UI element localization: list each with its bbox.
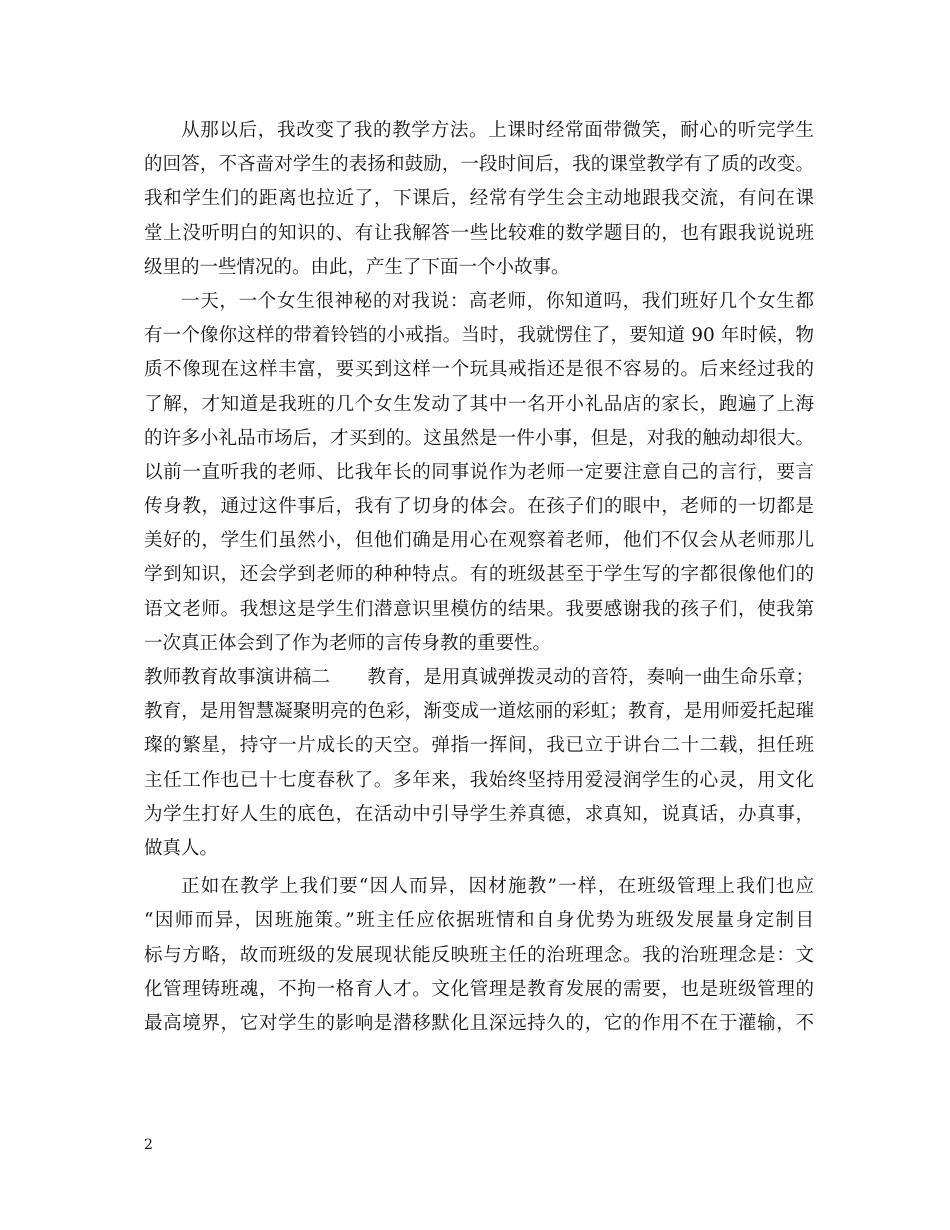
text-line: 以前一直听我的老师、比我年长的同事说作为老师一定要注意自己的言行，要言 <box>144 461 814 483</box>
text-line: 传身教，通过这件事后，我有了切身的体会。在孩子们的眼中，老师的一切都是 <box>144 496 814 518</box>
text-line: 我和学生们的距离也拉近了，下课后，经常有学生会主动地跟我交流，有问在课 <box>144 188 814 210</box>
text-line: 语文老师。我想这是学生们潜意识里模仿的结果。我要感谢我的孩子们，使我第 <box>144 598 814 620</box>
text-line: 从那以后，我改变了我的教学方法。上课时经常面带微笑，耐心的听完学生 <box>181 120 814 141</box>
text-line: 教育，是用智慧凝聚明亮的色彩，渐变成一道炫丽的彩虹；教育，是用师爱托起璀 <box>144 701 814 723</box>
text-line: 正如在教学上我们要“因人而异，因材施教”一样，在班级管理上我们也应 <box>181 876 814 898</box>
page-number: 2 <box>144 1137 153 1153</box>
text-line: 有一个像你这样的带着铃铛的小戒指。当时，我就愣住了，要知道 90 年时候，物 <box>144 325 814 347</box>
text-line: 一次真正体会到了作为老师的言传身教的重要性。 <box>144 632 552 654</box>
text-line: 化管理铸班魂，不拘一格育人才。文化管理是教育发展的需要，也是班级管理的 <box>144 978 814 1000</box>
text-line: 的许多小礼品市场后，才买到的。这虽然是一件小事，但是，对我的触动却很大。 <box>144 427 814 449</box>
text-line: 了解，才知道是我班的几个女生发动了其中一名开小礼品店的家长，跑遍了上海 <box>144 393 814 415</box>
text-line: 堂上没听明白的知识的、有让我解答一些比较难的数学题目的，也有跟我说说班 <box>144 222 814 244</box>
text-line: 级里的一些情况的。由此，产生了下面一个小故事。 <box>144 256 570 278</box>
text-line: 质不像现在这样丰富，要买到这样一个玩具戒指还是很不容易的。后来经过我的 <box>144 359 814 381</box>
text-line: 主任工作也已十七度春秋了。多年来，我始终坚持用爱浸润学生的心灵，用文化 <box>144 769 814 791</box>
text-line: “因师而异，因班施策。”班主任应依据班情和自身优势为班级发展量身定制目 <box>144 910 814 932</box>
text-line: 标与方略，故而班级的发展现状能反映班主任的治班理念。我的治班理念是：文 <box>144 944 814 966</box>
text-line: 的回答，不吝啬对学生的表扬和鼓励，一段时间后，我的课堂教学有了质的改变。 <box>144 154 814 176</box>
text-line: 学到知识，还会学到老师的种种特点。有的班级甚至于学生写的字都很像他们的 <box>144 564 814 586</box>
text-line: 做真人。 <box>144 837 219 859</box>
text-line: 最高境界，它对学生的影响是潜移默化且深远持久的，它的作用不在于灌输，不 <box>144 1012 814 1034</box>
document-body <box>144 114 814 1041</box>
text-line: 美好的，学生们虽然小，但他们确是用心在观察着老师，他们不仅会从老师那儿 <box>144 530 814 552</box>
text-line: 一天，一个女生很神秘的对我说：高老师，你知道吗，我们班好几个女生都 <box>181 290 814 312</box>
text-line: 璨的繁星，持守一片成长的天空。弹指一挥间，我已立于讲台二十二载，担任班 <box>144 735 814 757</box>
text-line: 为学生打好人生的底色，在活动中引导学生养真德，求真知，说真话，办真事， <box>144 803 814 825</box>
section-heading-line: 教师教育故事演讲稿二 教育，是用真诚弹拨灵动的音符，奏响一曲生命乐章； <box>144 667 814 688</box>
